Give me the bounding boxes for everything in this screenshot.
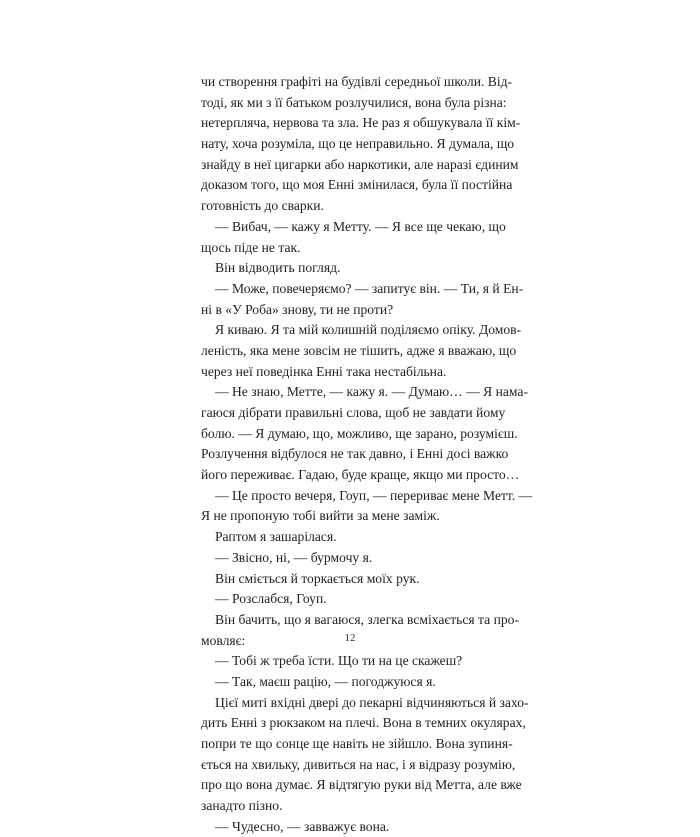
- text-line: леність, яка мене зовсім не тішить, адже я вважаю, що: [201, 342, 517, 358]
- text-line: — Не знаю, Метте, — кажу я. — Думаю… — Я нама-: [215, 384, 528, 400]
- text-line: Я не пропоную тобі вийти за мене заміж.: [201, 508, 440, 524]
- text-line: Розлучення відбулося не так давно, і Енні досі важко: [201, 446, 509, 462]
- book-page-text: [201, 72, 533, 837]
- text-line: тоді, як ми з її батьком розлучилися, вона була різна:: [201, 94, 507, 110]
- text-line: мовляє:: [201, 632, 246, 648]
- text-line: Він відводить погляд.: [215, 260, 341, 276]
- text-line: щось піде не так.: [201, 239, 301, 255]
- text-line: дить Енні з рюкзаком на плечі. Вона в темних окулярах,: [201, 715, 526, 731]
- text-line: Раптом я зашарілася.: [215, 529, 337, 545]
- page-number: 12: [344, 632, 356, 644]
- text-line: — Тобі ж треба їсти. Що ти на це скажеш?: [215, 653, 463, 669]
- text-line: ні в «У Роба» знову, ти не проти?: [201, 301, 394, 317]
- text-line: чи створення графіті на будівлі середньої школи. Від-: [201, 74, 513, 89]
- text-line: занадто пізно.: [201, 798, 283, 814]
- text-line: Він сміється й торкається моїх рук.: [215, 570, 420, 586]
- text-line: болю. — Я думаю, що, можливо, ще зарано, розумієш.: [201, 425, 518, 441]
- text-line: нетерпляча, нервова та зла. Не раз я обшукувала її кім-: [201, 115, 521, 131]
- text-line: — Звісно, ні, — бурмочу я.: [215, 549, 373, 565]
- text-line: ється на хвильку, дивиться на нас, і я відразу розумію,: [201, 756, 516, 772]
- text-line: Я киваю. Я та мій колишній поділяємо опіку. Домов-: [215, 322, 522, 338]
- text-line: через неї поведінка Енні така нестабільна.: [201, 363, 447, 379]
- text-line: Він бачить, що я вагаюся, злегка всміхається та про-: [215, 611, 519, 627]
- text-line: про що вона думає. Я відтягую руки від Метта, але вже: [201, 777, 522, 793]
- text-line: — Вибач, — кажу я Метту. — Я все ще чекаю, що: [215, 218, 506, 234]
- text-line: попри те що сонце ще навіть не зійшло. Вона зупиня-: [201, 736, 513, 751]
- text-line: гаюся дібрати правильні слова, щоб не завдати йому: [201, 405, 506, 420]
- text-line: — Так, маєш рацію, — погоджуюся я.: [215, 673, 436, 689]
- text-line: доказом того, що моя Енні змінилася, була її постійна: [201, 177, 513, 193]
- text-line: нату, хоча розуміла, що це неправильно. Я думала, що: [201, 136, 515, 152]
- text-line: — Може, повечеряємо? — запитує він. — Ти, я й Ен-: [215, 280, 524, 296]
- text-line: — Розслабся, Гоуп.: [215, 591, 327, 607]
- text-line: готовність до сварки.: [201, 198, 324, 214]
- text-line: знайду в неї цигарки або наркотики, але наразі єдиним: [201, 156, 519, 172]
- text-line: — Це просто вечеря, Гоуп, — перериває мене Метт. —: [215, 487, 533, 503]
- text-line: — Чудесно, — завважує вона.: [215, 818, 390, 834]
- text-line: його переживає. Гадаю, буде краще, якщо ми просто…: [201, 467, 520, 483]
- text-line: Цієї миті вхідні двері до пекарні відчиняються й захо-: [215, 694, 529, 710]
